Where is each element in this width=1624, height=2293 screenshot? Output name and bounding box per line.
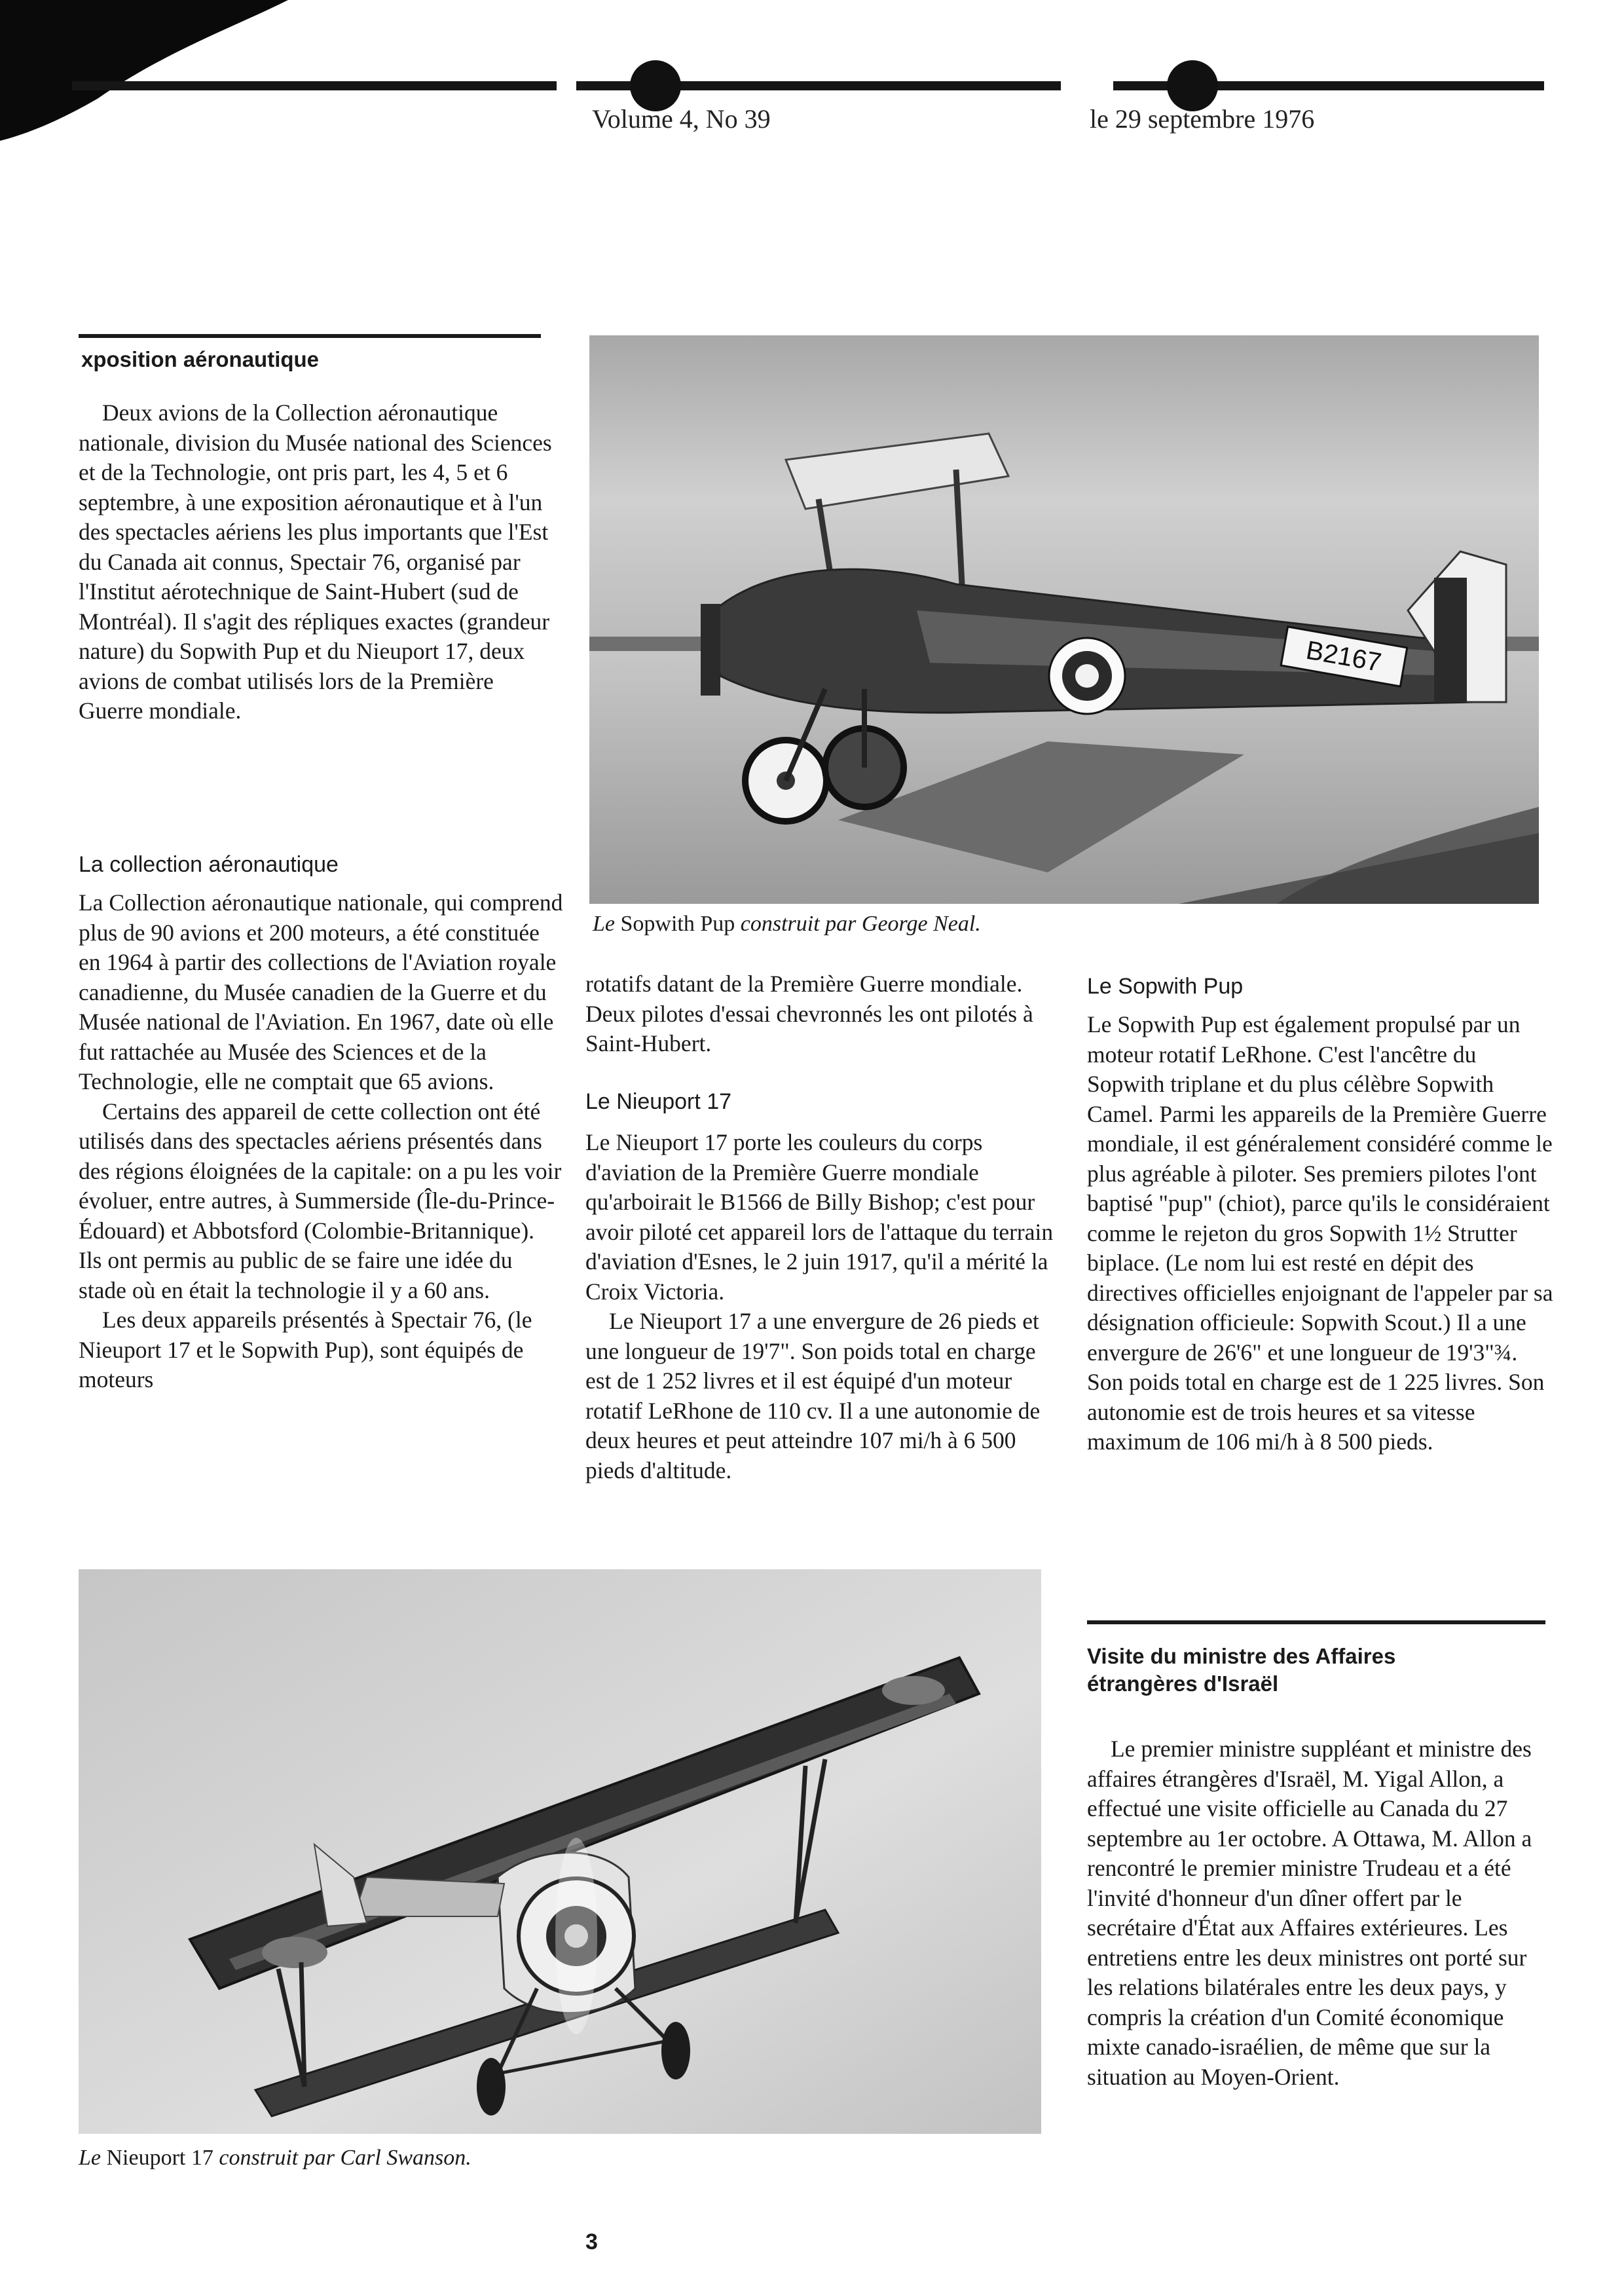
caption-builder-2: construit par Carl Swanson. <box>219 2146 471 2170</box>
collection-paragraph-3-cont: rotatifs datant de la Première Guerre mondiale. Deux pilotes d'essai chevronnés les ont pilotés à Saint-Hubert. <box>585 971 1033 1056</box>
exposition-intro-text: Deux avions de la Collection aéronautique nationale, division du Musée national des Sciences et de la Technologie, ont pris part, les 4, 5 et 6 septembre, à une exposition aéronautique et à l'un des spectacles aériens les plus importants que l'Est du Canada ait connus, Spectair 76, organisé par l'Institut aérotechnique de Saint-Hubert (sud de Montréal). Il s'agit des répliques exactes (grandeur nature) du Sopwith Pup et du Nieuport 17, deux avions de combat utilisés lors de la Première Guerre mondiale. <box>79 400 552 724</box>
page-number: 3 <box>585 2229 598 2254</box>
collection-heading: La collection aéronautique <box>79 852 339 877</box>
issue-date: le 29 septembre 1976 <box>1090 104 1315 134</box>
visite-title: Visite du ministre des Affaires étrangères d'Israël <box>1087 1644 1396 1696</box>
sopwith-column <box>1087 1010 1559 1457</box>
collection-column <box>79 888 563 1395</box>
collection-continuation <box>585 969 1058 1059</box>
nieuport-17-caption <box>79 2146 471 2171</box>
nieuport-17-illustration <box>79 1569 1041 2134</box>
caption-aircraft-name: Sopwith Pup <box>620 912 735 936</box>
nieuport-paragraph-2: Le Nieuport 17 a une envergure de 26 pieds et une longueur de 19'7". Son poids total en charge est de 1 252 livres et il est équipé d'un moteur rotatif LeRhone de 110 cv. Il a une autonomie de deux heures et peut atteindre 107 mi/h à 6 500 pieds d'altitude. <box>585 1308 1041 1483</box>
nieuport-paragraph-1: Le Nieuport 17 porte les couleurs du corps d'aviation de la Première Guerre mondiale qu'arboirait le B1566 de Billy Bishop; c'est pour avoir piloté cet appareil lors de l'attaque du terrain d'aviation d'Esnes, le 2 juin 1917, qu'il a mérité la Croix Victoria. <box>585 1129 1054 1305</box>
exposition-intro <box>79 398 563 726</box>
corner-shadow <box>0 0 288 144</box>
masthead-rule-left <box>72 81 557 90</box>
sopwith-pup-photo <box>589 335 1539 904</box>
nieuport-17-photo <box>79 1569 1041 2134</box>
collection-paragraph-1: La Collection aéronautique nationale, qui comprend plus de 90 avions et 200 moteurs, a été constituée en 1964 à partir des collections de l'Aviation royale canadienne, du Musée canadien de la Guerre et du Musée national de l'Aviation. En 1967, date où elle fut rattachée au Musée des Sciences et de la Technologie, elle ne comptait que 65 avions. <box>79 889 563 1094</box>
sopwith-heading: Le Sopwith Pup <box>1087 974 1244 999</box>
exposition-title: xposition aéronautique <box>81 347 320 371</box>
nieuport-heading: Le Nieuport 17 <box>585 1089 732 1114</box>
caption-le: Le <box>593 912 615 936</box>
sopwith-paragraph-1: Le Sopwith Pup est également propulsé par un moteur rotatif LeRhone. C'est l'ancêtre du Sopwith triplane et du plus célèbre Sopwith Camel. Parmi les appareils de la Première Guerre mondiale, il est généralement considéré comme le plus agréable à piloter. Ses premiers pilotes l'ont baptisé "pup" (chiot), parce qu'ils le considéraient comme le rejeton du gros Sopwith 1½ Strutter biplace. (Le nom lui est resté en dépit des directives officielles enjoignant de l'appeler par sa désignation officieule: Sopwith Scout.) Il a une envergure de 26'6" et une longueur de 19'3"¾. Son poids total en charge est de 1 225 livres. Son autonomie est de trois heures et sa vitesse maximum de 106 mi/h à 8 500 pieds. <box>1087 1011 1553 1455</box>
visite-column <box>1087 1734 1549 2092</box>
volume-number: Volume 4, No 39 <box>592 104 771 134</box>
caption-builder: construit par George Neal. <box>740 912 981 936</box>
caption-le-2: Le <box>79 2146 101 2170</box>
section-rule-exposition <box>79 334 541 338</box>
collection-paragraph-3: Les deux appareils présentés à Spectair 76, (le Nieuport 17 et le Sopwith Pup), sont équipés de moteurs <box>79 1307 532 1392</box>
registration-label: B2167 <box>1304 635 1384 678</box>
nieuport-column <box>585 1128 1058 1485</box>
sopwith-pup-illustration <box>589 335 1539 904</box>
section-rule-visite <box>1087 1620 1545 1624</box>
collection-paragraph-2: Certains des appareil de cette collection ont été utilisés dans des spectacles aériens présentés dans des régions éloignées de la capitale: on a pu les voir évoluer, entre autres, à Summerside (Île-du-Prince-Édouard) et Abbotsford (Colombie-Britannique). Ils ont permis au public de se faire une idée du stade où en était la technologie il y a 60 ans. <box>79 1098 562 1303</box>
caption-aircraft-name-2: Nieuport 17 <box>106 2146 213 2170</box>
sopwith-pup-caption <box>593 912 981 937</box>
visite-paragraph: Le premier ministre suppléant et ministre des affaires étrangères d'Israël, M. Yigal Allon, a effectué une visite officielle au Canada du 27 septembre au 1er octobre. A Ottawa, M. Allon a rencontré le premier ministre Trudeau et a été l'invité d'honneur d'un dîner offert par le secrétaire d'État aux Affaires extérieures. Les entretiens entre les deux ministres ont porté sur les relations bilatérales entre les deux pays, y compris la création d'un Comité économique mixte canado-israélien, de même que sur la situation au Moyen-Orient. <box>1087 1736 1532 2090</box>
